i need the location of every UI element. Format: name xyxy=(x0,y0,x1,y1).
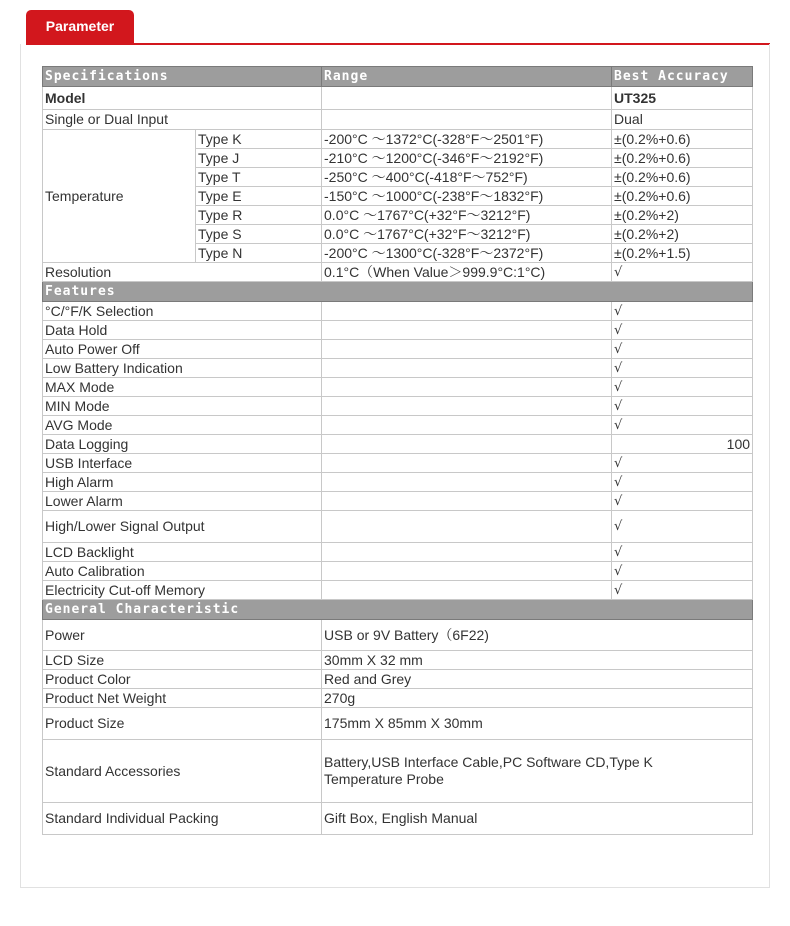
model-range xyxy=(322,87,612,110)
feature-value: √ xyxy=(612,340,753,359)
resolution-check: √ xyxy=(612,263,753,282)
feature-row xyxy=(43,416,753,435)
feature-row xyxy=(43,359,753,378)
general-label: Product Size xyxy=(43,708,322,740)
feature-label: MIN Mode xyxy=(43,397,322,416)
temperature-accuracy: ±(0.2%+0.6) xyxy=(612,168,753,187)
feature-range xyxy=(322,511,612,543)
feature-value: √ xyxy=(612,321,753,340)
temperature-range: -210°C ～1200°C(-346°F～2192°F) xyxy=(322,149,612,168)
feature-value: √ xyxy=(612,302,753,321)
feature-label: Data Logging xyxy=(43,435,322,454)
general-label: Power xyxy=(43,620,322,651)
feature-value: √ xyxy=(612,562,753,581)
resolution-range: 0.1°C（When Value＞999.9°C:1°C) xyxy=(322,263,612,282)
temperature-accuracy: ±(0.2%+2) xyxy=(612,225,753,244)
feature-range xyxy=(322,562,612,581)
feature-row xyxy=(43,511,753,543)
feature-row xyxy=(43,473,753,492)
general-value: 270g xyxy=(322,689,753,708)
feature-label: Electricity Cut-off Memory xyxy=(43,581,322,600)
feature-value: √ xyxy=(612,473,753,492)
feature-row xyxy=(43,492,753,511)
feature-range xyxy=(322,473,612,492)
model-value: UT325 xyxy=(612,87,753,110)
feature-label: AVG Mode xyxy=(43,416,322,435)
feature-row xyxy=(43,340,753,359)
thermocouple-type: Type R xyxy=(196,206,322,225)
feature-range xyxy=(322,397,612,416)
general-label: Standard Individual Packing xyxy=(43,803,322,835)
feature-label: Data Hold xyxy=(43,321,322,340)
feature-label: Lower Alarm xyxy=(43,492,322,511)
feature-row xyxy=(43,562,753,581)
feature-value: √ xyxy=(612,454,753,473)
model-row xyxy=(43,87,753,110)
feature-row xyxy=(43,397,753,416)
temperature-accuracy: ±(0.2%+0.6) xyxy=(612,130,753,149)
input-row xyxy=(43,110,753,130)
feature-range xyxy=(322,302,612,321)
thermocouple-type: Type T xyxy=(196,168,322,187)
general-value: 30mm X 32 mm xyxy=(322,651,753,670)
feature-range xyxy=(322,321,612,340)
feature-row xyxy=(43,378,753,397)
feature-label: MAX Mode xyxy=(43,378,322,397)
temperature-label: Temperature xyxy=(43,130,196,263)
thermocouple-type: Type K xyxy=(196,130,322,149)
general-label: Standard Accessories xyxy=(43,740,322,803)
feature-label: USB Interface xyxy=(43,454,322,473)
feature-row xyxy=(43,302,753,321)
feature-label: Auto Power Off xyxy=(43,340,322,359)
feature-row xyxy=(43,435,753,454)
input-range xyxy=(322,110,612,130)
accuracy-header: Best Accuracy xyxy=(612,67,753,87)
general-value: Battery,USB Interface Cable,PC Software CD,Type K Temperature Probe xyxy=(322,740,753,803)
tab-parameter[interactable]: Parameter xyxy=(26,10,134,43)
feature-row xyxy=(43,321,753,340)
feature-value: √ xyxy=(612,378,753,397)
general-row xyxy=(43,740,753,803)
resolution-label: Resolution xyxy=(43,263,322,282)
temperature-accuracy: ±(0.2%+2) xyxy=(612,206,753,225)
features-header: Features xyxy=(43,282,753,302)
input-value: Dual xyxy=(612,110,753,130)
feature-value: √ xyxy=(612,492,753,511)
feature-value: √ xyxy=(612,397,753,416)
spec-table xyxy=(42,66,753,835)
feature-range xyxy=(322,543,612,562)
input-label: Single or Dual Input xyxy=(43,110,322,130)
feature-label: °C/°F/K Selection xyxy=(43,302,322,321)
feature-range xyxy=(322,492,612,511)
feature-label: High/Lower Signal Output xyxy=(43,511,322,543)
temperature-range: -200°C ～1372°C(-328°F～2501°F) xyxy=(322,130,612,149)
general-value: Red and Grey xyxy=(322,670,753,689)
feature-label: LCD Backlight xyxy=(43,543,322,562)
temperature-accuracy: ±(0.2%+0.6) xyxy=(612,149,753,168)
thermocouple-type: Type J xyxy=(196,149,322,168)
feature-label: High Alarm xyxy=(43,473,322,492)
thermocouple-type: Type E xyxy=(196,187,322,206)
general-label: Product Net Weight xyxy=(43,689,322,708)
temperature-range: 0.0°C ～1767°C(+32°F～3212°F) xyxy=(322,206,612,225)
general-value: Gift Box, English Manual xyxy=(322,803,753,835)
feature-value: √ xyxy=(612,359,753,378)
feature-value: 100 xyxy=(612,435,753,454)
feature-range xyxy=(322,340,612,359)
temperature-range: 0.0°C ～1767°C(+32°F～3212°F) xyxy=(322,225,612,244)
thermocouple-type: Type S xyxy=(196,225,322,244)
thermocouple-type: Type N xyxy=(196,244,322,263)
temperature-range: -250°C ～400°C(-418°F～752°F) xyxy=(322,168,612,187)
general-row xyxy=(43,670,753,689)
general-header: General Characteristic xyxy=(43,600,753,620)
feature-row xyxy=(43,543,753,562)
feature-range xyxy=(322,435,612,454)
temperature-range: -200°C ～1300°C(-328°F～2372°F) xyxy=(322,244,612,263)
resolution-row xyxy=(43,263,753,282)
feature-range xyxy=(322,416,612,435)
range-header: Range xyxy=(322,67,612,87)
feature-value: √ xyxy=(612,581,753,600)
temperature-range: -150°C ～1000°C(-238°F～1832°F) xyxy=(322,187,612,206)
feature-value: √ xyxy=(612,416,753,435)
general-value: 175mm X 85mm X 30mm xyxy=(322,708,753,740)
general-row xyxy=(43,651,753,670)
general-row xyxy=(43,689,753,708)
general-label: Product Color xyxy=(43,670,322,689)
general-value: USB or 9V Battery（6F22) xyxy=(322,620,753,651)
general-row xyxy=(43,708,753,740)
feature-value: √ xyxy=(612,511,753,543)
feature-label: Auto Calibration xyxy=(43,562,322,581)
temperature-accuracy: ±(0.2%+0.6) xyxy=(612,187,753,206)
model-label: Model xyxy=(43,87,322,110)
features-header-row xyxy=(43,282,753,302)
feature-range xyxy=(322,378,612,397)
general-row xyxy=(43,803,753,835)
feature-row xyxy=(43,454,753,473)
general-label: LCD Size xyxy=(43,651,322,670)
temperature-row xyxy=(43,130,753,149)
specifications-header-row xyxy=(43,67,753,87)
feature-value: √ xyxy=(612,543,753,562)
temperature-accuracy: ±(0.2%+1.5) xyxy=(612,244,753,263)
feature-range xyxy=(322,581,612,600)
feature-range xyxy=(322,454,612,473)
specifications-header: Specifications xyxy=(43,67,322,87)
feature-range xyxy=(322,359,612,378)
general-header-row xyxy=(43,600,753,620)
feature-label: Low Battery Indication xyxy=(43,359,322,378)
feature-row xyxy=(43,581,753,600)
general-row xyxy=(43,620,753,651)
